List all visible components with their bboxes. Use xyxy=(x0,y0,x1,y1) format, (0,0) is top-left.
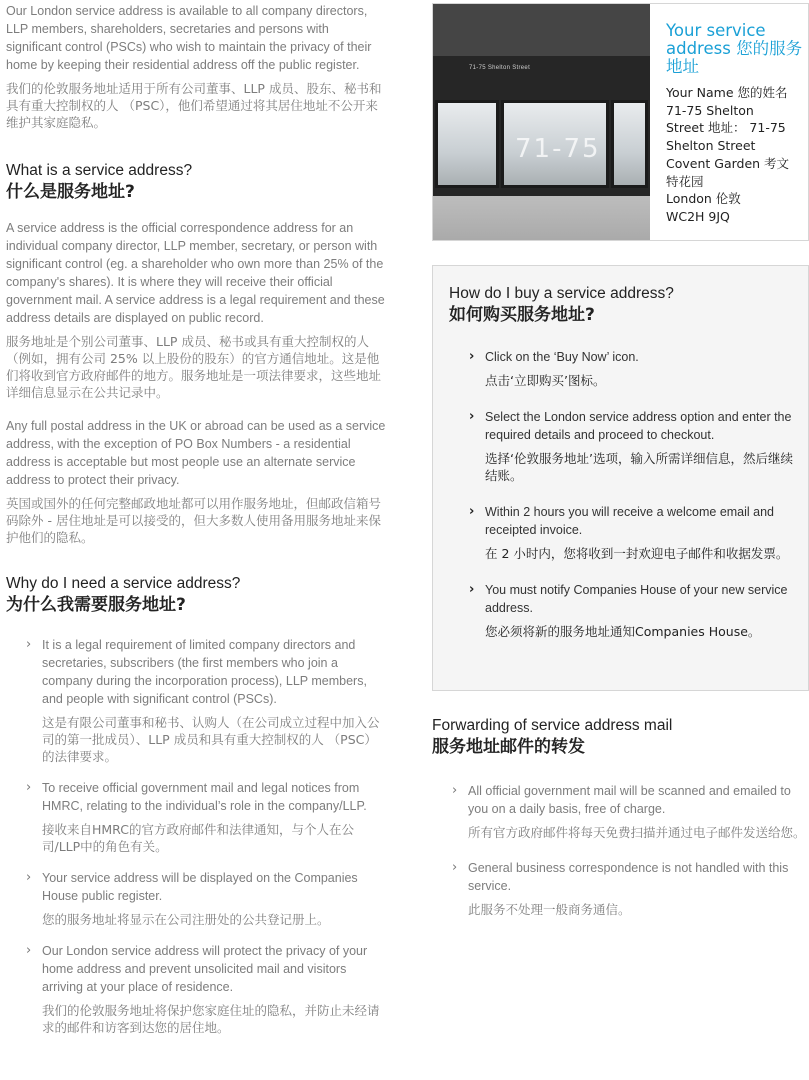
address-line: WC2H 9JQ xyxy=(666,208,730,224)
how-to-buy-box xyxy=(432,265,809,691)
list-item xyxy=(432,859,807,918)
buy-heading-zh: 如何购买服务地址? xyxy=(449,305,595,325)
address-line: Street 地址： 71-75 xyxy=(666,120,786,136)
intro-block xyxy=(6,2,386,131)
chevron-right-icon: › xyxy=(452,860,458,875)
storefront-photo xyxy=(433,4,650,241)
list-item-en: General business correspondence is not handled with this service. xyxy=(468,861,789,893)
what-p2-zh: 英国或国外的任何完整邮政地址都可以用作服务地址，但邮政信箱号码除外 - 居住地址是可以接受的，但大多数人使用备用服务地址来保护他们的隐私。 xyxy=(6,496,382,545)
list-item-en: Your service address will be displayed on the Companies House public register. xyxy=(42,871,358,903)
chevron-right-icon: › xyxy=(26,943,32,958)
list-item-zh: 我们的伦敦服务地址将保护您家庭住址的隐私，并防止未经请求的邮件和访客到达您的居住地。 xyxy=(42,1003,380,1035)
why-heading-en: Why do I need a service address? xyxy=(6,575,241,592)
list-item-zh: 选择‘伦敦服务地址’选项，输入所需详细信息，然后继续结账。 xyxy=(485,451,793,483)
list-item-en: Our London service address will protect the privacy of your home address and prevent unsolicited mail and visitors arriving at your place of residence. xyxy=(42,944,368,994)
intro-text-en: Our London service address is available to all company directors, LLP members, shareholders, secretaries and persons with significant control (PSCs) who wish to maintain the privacy of their home by keeping their residential address off the public register. xyxy=(6,4,372,72)
address-text xyxy=(666,22,806,226)
list-item xyxy=(6,636,386,765)
list-item-en: All official government mail will be scanned and emailed to you on a daily basis, free of charge. xyxy=(468,784,791,816)
storefront-sign: 71-75 Shelton Street xyxy=(469,65,531,71)
chevron-right-icon: › xyxy=(26,780,32,795)
list-item-en: Select the London service address option and enter the required details and proceed to checkout. xyxy=(485,410,792,442)
forwarding-section xyxy=(432,716,809,936)
service-address-card xyxy=(432,3,809,241)
storefront-number: 71-75 xyxy=(515,134,601,164)
list-item-en: It is a legal requirement of limited company directors and secretaries, subscribers (the first members who join a company during the incorporation process), LLP members, and people with significant control (PSCs). xyxy=(42,638,367,706)
list-item-zh: 点击‘立即购买’图标。 xyxy=(485,373,606,388)
address-line: Covent Garden 考文 xyxy=(666,155,790,171)
list-item-zh: 所有官方政府邮件将每天免费扫描并通过电子邮件发送给您。 xyxy=(468,825,806,840)
chevron-right-icon: › xyxy=(26,637,32,652)
list-item-en: To receive official government mail and legal notices from HMRC, relating to the individual’s role in the company/LLP. xyxy=(42,781,367,813)
list-item-en: Click on the ‘Buy Now’ icon. xyxy=(485,350,639,364)
what-heading xyxy=(6,161,386,203)
left-column xyxy=(6,2,386,1050)
address-line: Your Name 您的姓名 xyxy=(666,85,788,100)
what-paragraph-2 xyxy=(6,417,386,546)
list-item-zh: 此服务不处理一般商务通信。 xyxy=(468,902,631,917)
chevron-right-icon: › xyxy=(452,783,458,798)
address-line: Shelton Street xyxy=(666,138,756,154)
why-heading xyxy=(6,574,386,616)
list-item-zh: 您的服务地址将显示在公司注册处的公共登记册上。 xyxy=(42,912,330,927)
chevron-right-icon: › xyxy=(469,504,475,519)
address-lines xyxy=(666,84,806,226)
list-item xyxy=(449,348,794,389)
intro-text-zh: 我们的伦敦服务地址适用于所有公司董事、LLP 成员、股东、秘书和具有重大控制权的人 （PSC），他们希望通过将其居住地址不公开来维护其家庭隐私。 xyxy=(6,81,382,130)
what-p1-en: A service address is the official correspondence address for an individual company director, LLP member, secretary, or person with significant control (eg. a shareholder who own more than 25% of the company's shares). It is where they will receive their official government mail. A service address is a legal requirement and these address details are displayed on public record. xyxy=(6,221,385,325)
chevron-right-icon: › xyxy=(469,349,475,364)
list-item xyxy=(449,503,794,562)
why-list xyxy=(6,636,386,1036)
list-item xyxy=(6,869,386,928)
chevron-right-icon: › xyxy=(26,870,32,885)
forwarding-heading-zh: 服务地址邮件的转发 xyxy=(432,737,585,757)
forwarding-heading-en: Forwarding of service address mail xyxy=(432,717,673,734)
what-p2-en: Any full postal address in the UK or abroad can be used as a service address, with the exception of PO Box Numbers - a residential address is acceptable but most people use an alternate service address to protect their privacy. xyxy=(6,419,386,487)
what-paragraph-1 xyxy=(6,219,386,401)
chevron-right-icon: › xyxy=(469,409,475,424)
what-heading-en: What is a service address? xyxy=(6,162,193,179)
address-line: London 伦敦 xyxy=(666,191,741,207)
list-item-zh: 这是有限公司董事和秘书、认购人（在公司成立过程中加入公司的第一批成员）、LLP 成员和具有重大控制权的人 （PSC） 的法律要求。 xyxy=(42,715,380,764)
what-heading-zh: 什么是服务地址? xyxy=(6,182,135,202)
what-p1-zh: 服务地址是个别公司董事、LLP 成员、秘书或具有重大控制权的人（例如，拥有公司 25% 以上股份的股东）的官方通信地址。这是他们将收到官方政府邮件的地方。服务地址是一项法律要求，这些地址详细信息显示在公共记录中。 xyxy=(6,334,382,400)
list-item-zh: 接收来自HMRC的官方政府邮件和法律通知，与个人在公司/LLP中的角色有关。 xyxy=(42,822,354,854)
address-line: 特花园 xyxy=(666,173,704,189)
forwarding-list xyxy=(432,782,809,918)
list-item-en: You must notify Companies House of your new service address. xyxy=(485,583,788,615)
list-item xyxy=(449,581,794,640)
list-item xyxy=(449,408,794,484)
buy-heading-en: How do I buy a service address? xyxy=(449,285,674,302)
list-item-en: Within 2 hours you will receive a welcome email and receipted invoice. xyxy=(485,505,775,537)
why-heading-zh: 为什么我需要服务地址? xyxy=(6,595,186,615)
list-item-zh: 在 2 小时内，您将收到一封欢迎电子邮件和收据发票。 xyxy=(485,546,789,561)
list-item xyxy=(432,782,807,841)
list-item-zh: 您必须将新的服务地址通知Companies House。 xyxy=(485,624,761,639)
buy-steps-list xyxy=(449,348,808,640)
address-line: 71-75 Shelton xyxy=(666,102,754,118)
list-item xyxy=(6,942,386,1036)
chevron-right-icon: › xyxy=(469,582,475,597)
address-title: Your service address 您的服务地址 xyxy=(666,21,803,76)
list-item xyxy=(6,779,386,855)
